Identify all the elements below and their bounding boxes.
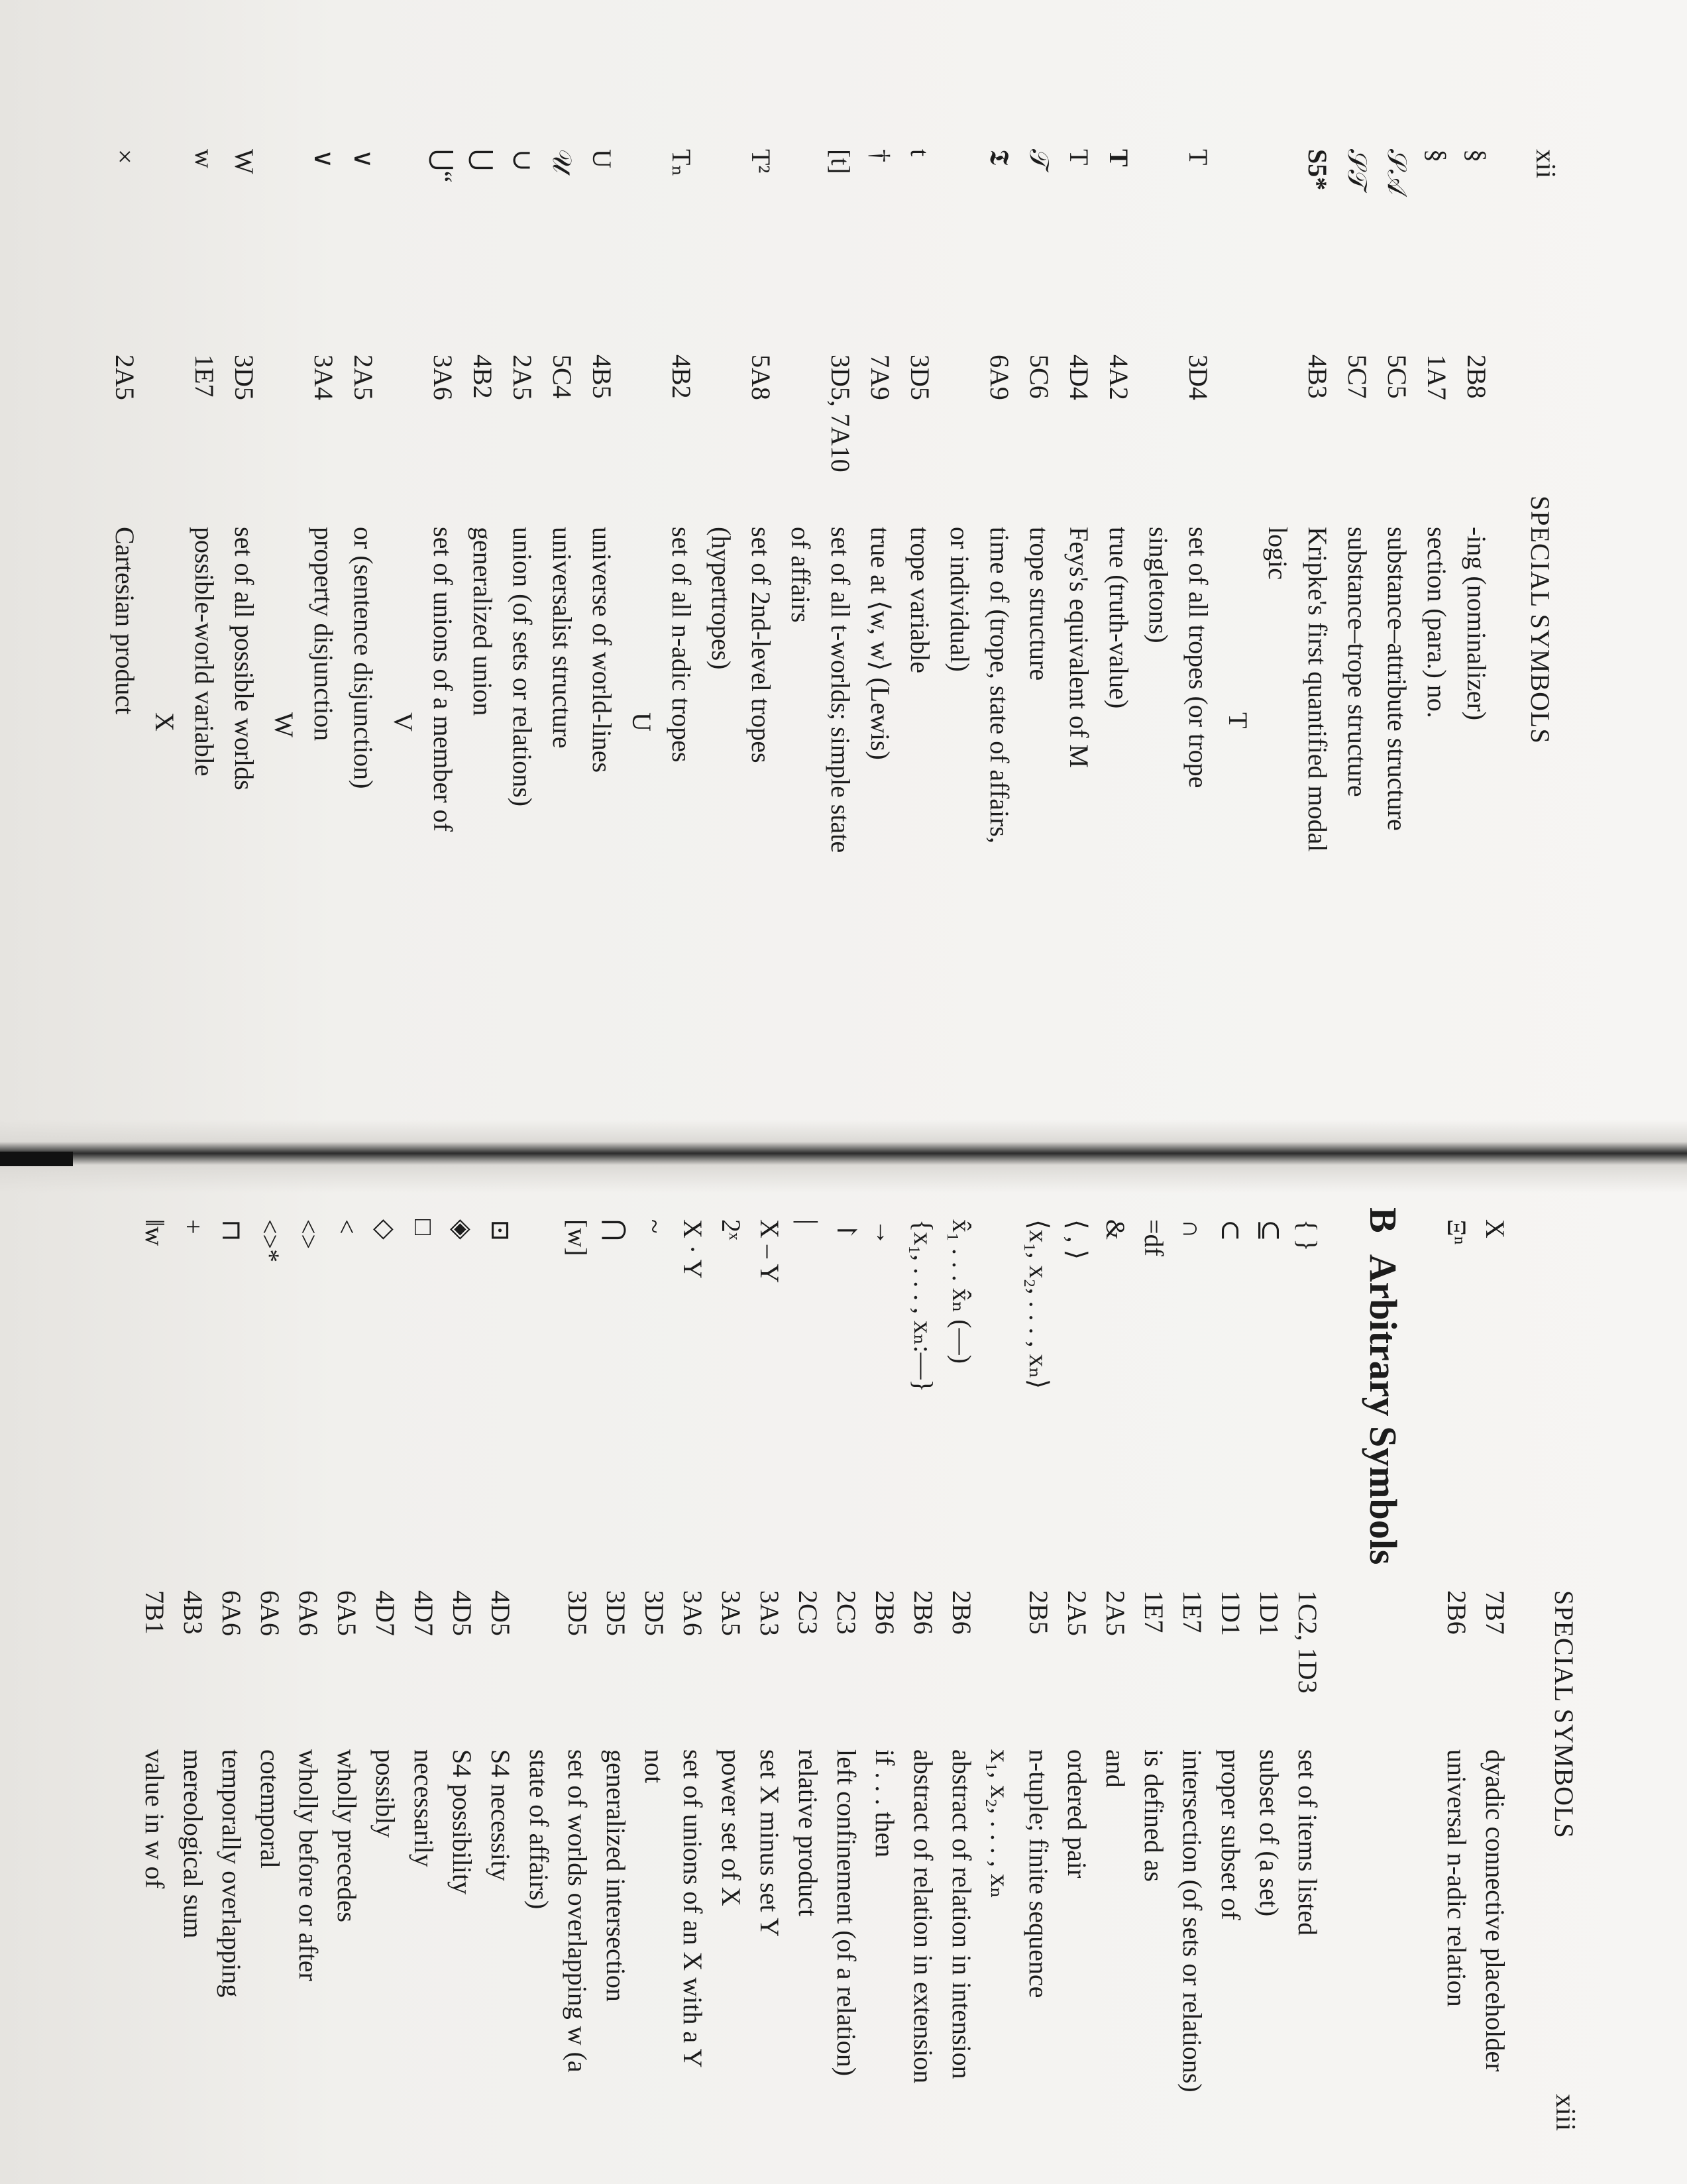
- entry-desc: intersection (of sets or relations): [1177, 1749, 1207, 2093]
- symbol-entry: [981, 149, 1018, 1077]
- letter-group-heading: V: [388, 712, 418, 732]
- entry-symbol: +: [178, 1219, 208, 1234]
- letter-group-heading: X: [150, 712, 180, 732]
- entry-desc: mereological sum: [178, 1749, 208, 1939]
- symbol-entry: [225, 149, 262, 1077]
- entry-symbol: t: [905, 149, 935, 157]
- entry-desc: possible-world variable: [190, 527, 219, 777]
- symbol-entry: [597, 1219, 634, 2180]
- entry-desc: time of (trope, state of affairs,: [985, 527, 1014, 844]
- symbol-entry: [782, 149, 819, 1077]
- entry-ref: 2C3: [793, 1590, 823, 1635]
- entry-symbol: <>*: [255, 1219, 285, 1263]
- entry-ref: 3D5: [601, 1590, 631, 1636]
- entry-symbol: [t]: [826, 149, 855, 174]
- entry-symbol: T: [1183, 149, 1213, 166]
- entry-ref: 7B1: [140, 1590, 170, 1635]
- entry-symbol: ⊓: [217, 1219, 246, 1242]
- entry-symbol: <: [332, 1219, 362, 1234]
- running-head: SPECIAL SYMBOLS: [1549, 1590, 1579, 1839]
- entry-ref: 2B6: [947, 1590, 977, 1635]
- entry-desc: wholly before or after: [294, 1749, 323, 1981]
- entry-symbol: ⋃: [468, 149, 498, 171]
- entry-symbol: { }: [1293, 1219, 1323, 1252]
- symbol-entry: [543, 149, 580, 1077]
- running-head: SPECIAL SYMBOLS: [1525, 496, 1555, 744]
- symbol-entry: [1476, 1219, 1513, 2180]
- entry-symbol: 𝒮𝒜: [1382, 149, 1412, 195]
- entry-desc: generalized intersection: [601, 1749, 631, 2002]
- entry-desc: state of affairs): [524, 1749, 554, 1910]
- entry-desc: S4 possibility: [447, 1749, 477, 1894]
- entry-ref: 4D5: [447, 1590, 477, 1636]
- entry-symbol: [w]: [563, 1219, 592, 1256]
- entry-symbol: 𝒮𝒯: [1342, 149, 1372, 190]
- entry-desc: or (sentence disjunction): [349, 527, 378, 789]
- entry-ref: 3A6: [678, 1590, 708, 1636]
- entry-symbol: §: [1462, 149, 1492, 162]
- entry-desc: proper subset of: [1216, 1749, 1246, 1920]
- entry-desc: dyadic connective placeholder: [1480, 1749, 1510, 2072]
- symbol-entry: [290, 1219, 327, 2180]
- symbol-entry: [1060, 149, 1097, 1077]
- entry-ref: 3D5, 7A10: [826, 355, 855, 472]
- entry-desc: set of items listed: [1293, 1749, 1323, 1936]
- entry-ref: 2B6: [1442, 1590, 1472, 1635]
- symbol-entry: [305, 149, 342, 1077]
- entry-desc: set of all tropes (or trope: [1183, 527, 1213, 789]
- entry-symbol: ⊡: [486, 1219, 516, 1242]
- entry-desc: set of 2nd-level tropes: [746, 527, 776, 763]
- entry-desc: and: [1101, 1749, 1130, 1788]
- symbol-entry: [828, 1219, 865, 2180]
- entry-desc: set of worlds overlapping w (a: [563, 1749, 592, 2073]
- entry-desc: union (of sets or relations): [508, 527, 537, 807]
- entry-symbol: §: [1422, 149, 1452, 162]
- entry-symbol: X – Y: [755, 1219, 785, 1283]
- symbol-entry: [424, 149, 461, 1077]
- symbol-entry: [861, 149, 898, 1077]
- entry-ref: 3A6: [428, 355, 458, 400]
- symbol-entry: [174, 1219, 211, 2180]
- entry-symbol: X · Y: [678, 1219, 708, 1279]
- entry-symbol: 2ˣ: [716, 1219, 746, 1240]
- symbol-entry: [663, 149, 700, 1077]
- entry-desc: wholly precedes: [332, 1749, 362, 1923]
- entry-symbol: ⟨ , ⟩: [1062, 1219, 1092, 1260]
- entry-desc: ordered pair: [1062, 1749, 1092, 1879]
- entry-symbol: ⊆: [1254, 1219, 1284, 1242]
- entry-symbol: □: [409, 1219, 439, 1236]
- symbol-entry: [1438, 1219, 1475, 2180]
- entry-ref: 4B2: [667, 355, 696, 399]
- entry-desc: Feys's equivalent of M: [1064, 527, 1094, 768]
- symbol-entry: [345, 149, 382, 1077]
- entry-desc: value in w of: [140, 1749, 170, 1888]
- entry-desc: power set of X: [716, 1749, 746, 1906]
- entry-ref: 6A5: [332, 1590, 362, 1636]
- entry-symbol: Ξⁿ: [1442, 1219, 1472, 1245]
- entry-desc: S4 necessity: [486, 1749, 516, 1881]
- symbol-entry: [901, 149, 938, 1077]
- symbol-entry: [1289, 1219, 1326, 2180]
- symbol-entry: [822, 149, 859, 1077]
- entry-desc: set of unions of an X with a Y: [678, 1749, 708, 2068]
- entry-ref: 6A6: [217, 1590, 246, 1636]
- entry-symbol: 𝒰: [547, 149, 577, 173]
- entry-ref: 4B3: [178, 1590, 208, 1635]
- symbol-entry: [1140, 149, 1177, 1077]
- entry-ref: 4A2: [1104, 355, 1134, 400]
- entry-symbol: |: [793, 1219, 823, 1225]
- entry-ref: 1E7: [190, 355, 219, 398]
- symbol-entry: [981, 1219, 1018, 2180]
- entry-desc: relative product: [793, 1749, 823, 1917]
- symbol-entry: [1097, 1219, 1134, 2180]
- entry-ref: 5C6: [1024, 355, 1054, 399]
- section-letter: B: [1362, 1207, 1405, 1233]
- entry-ref: 4D7: [409, 1590, 439, 1636]
- symbol-entry: [1338, 149, 1376, 1077]
- entry-ref: 1D1: [1216, 1590, 1246, 1636]
- entry-ref: 2A5: [110, 355, 140, 400]
- entry-desc: left confinement (of a relation): [832, 1749, 861, 2077]
- entry-ref: 4D7: [370, 1590, 400, 1636]
- symbol-entry: [482, 1219, 519, 2180]
- symbol-entry: [106, 149, 143, 1077]
- symbol-entry: [136, 1219, 173, 2180]
- entry-ref: 6A6: [255, 1590, 285, 1636]
- entry-symbol: ⋂: [601, 1219, 631, 1241]
- entry-symbol: ⋃“: [428, 149, 458, 183]
- entry-ref: 7A9: [865, 355, 895, 400]
- section-heading: [1361, 1207, 1405, 1565]
- entry-desc: set of all t-worlds; simple state: [826, 527, 855, 853]
- entry-ref: 5C7: [1342, 355, 1372, 399]
- entry-ref: 3D4: [1183, 355, 1213, 400]
- entry-desc: subset of (a set): [1254, 1749, 1284, 1917]
- entry-desc: or individual): [945, 527, 975, 672]
- entry-symbol: w: [190, 149, 219, 168]
- entry-ref: 3D5: [905, 355, 935, 400]
- page-number: xiii: [1550, 2094, 1580, 2132]
- symbol-entry: [702, 149, 739, 1077]
- letter-group-heading: W: [269, 712, 299, 737]
- entry-symbol: ↾: [832, 1219, 861, 1242]
- symbol-entry: [941, 149, 978, 1077]
- entry-symbol: &: [1101, 1219, 1130, 1240]
- entry-desc: -ing (nominalizer): [1462, 527, 1492, 721]
- symbol-entry: [1418, 149, 1455, 1077]
- entry-symbol: T²: [746, 149, 776, 174]
- symbol-entry: [1058, 1219, 1095, 2180]
- entry-ref: 1A7: [1422, 355, 1452, 400]
- entry-desc: Cartesian product: [110, 527, 140, 715]
- entry-desc: singletons): [1144, 527, 1173, 643]
- entry-ref: 1E7: [1139, 1590, 1169, 1633]
- symbol-entry: [1135, 1219, 1172, 2180]
- entry-ref: 4B5: [587, 355, 617, 399]
- entry-desc: set of unions of a member of: [428, 527, 458, 832]
- entry-symbol: →: [870, 1219, 900, 1246]
- entry-desc: trope structure: [1024, 527, 1054, 681]
- symbol-entry: [742, 149, 779, 1077]
- entry-ref: 1D1: [1254, 1590, 1284, 1636]
- symbol-entry: [712, 1219, 749, 2180]
- symbol-entry: [251, 1219, 288, 2180]
- entry-ref: 2B5: [1024, 1590, 1054, 1635]
- entry-symbol: =df: [1139, 1219, 1169, 1256]
- symbol-entry: [674, 1219, 711, 2180]
- entry-desc: substance–attribute structure: [1382, 527, 1412, 831]
- entry-symbol: Tₙ: [667, 149, 696, 177]
- entry-ref: 3A5: [716, 1590, 746, 1636]
- symbol-entry: [328, 1219, 365, 2180]
- entry-ref: 3D5: [563, 1590, 592, 1636]
- entry-desc: abstract of relation in intension: [947, 1749, 977, 2079]
- entry-desc: trope variable: [905, 527, 935, 673]
- entry-desc: abstract of relation in extension: [908, 1749, 938, 2084]
- entry-symbol: ∨: [349, 149, 378, 169]
- symbol-entry: [943, 1219, 980, 2180]
- entry-ref: 2A5: [1101, 1590, 1130, 1636]
- entry-desc: if . . . then: [870, 1749, 900, 1858]
- entry-symbol: W: [229, 149, 259, 174]
- symbol-entry: [186, 149, 223, 1077]
- entry-ref: 5C5: [1382, 355, 1412, 399]
- entry-symbol: ◈: [447, 1219, 477, 1240]
- section-title: Arbitrary Symbols: [1362, 1254, 1405, 1565]
- symbol-entry: [1100, 149, 1137, 1077]
- entry-symbol: †: [865, 149, 895, 162]
- letter-group-heading: T: [1223, 712, 1253, 729]
- entry-ref: 2C3: [832, 1590, 861, 1635]
- symbol-entry: [904, 1219, 942, 2180]
- entry-desc: true at ⟨w, w⟩ (Lewis): [865, 527, 895, 760]
- symbol-entry: [1020, 1219, 1057, 2180]
- symbol-entry: [213, 1219, 250, 2180]
- entry-desc: universal n-adic relation: [1442, 1749, 1472, 2007]
- entry-symbol: ∩: [1177, 1219, 1207, 1238]
- symbol-entry: [504, 149, 541, 1077]
- entry-desc: necessarily: [409, 1749, 439, 1867]
- entry-desc: temporally overlapping: [217, 1749, 246, 1998]
- entry-ref: 7B7: [1480, 1590, 1510, 1635]
- entry-symbol: S5*: [1303, 149, 1333, 191]
- symbol-entry: [520, 1219, 557, 2180]
- symbol-entry: [405, 1219, 442, 2180]
- entry-ref: 2B6: [908, 1590, 938, 1635]
- entry-ref: 4D4: [1064, 355, 1094, 400]
- entry-symbol: ⟨x₁, x₂, . . . , xₙ⟩: [1024, 1219, 1054, 1390]
- entry-desc: property disjunction: [309, 527, 339, 741]
- entry-desc: universe of world-lines: [587, 527, 617, 773]
- entry-ref: 3A3: [755, 1590, 785, 1636]
- symbol-entry: [866, 1219, 903, 2180]
- symbol-entry: [1179, 149, 1217, 1077]
- entry-ref: 2A5: [508, 355, 537, 400]
- symbol-entry: [1250, 1219, 1287, 2180]
- entry-ref: 5A8: [746, 355, 776, 400]
- entry-desc: set of all possible worlds: [229, 527, 259, 791]
- entry-ref: 3A4: [309, 355, 339, 400]
- entry-symbol: T: [1104, 149, 1134, 167]
- letter-group-heading: U: [627, 712, 657, 732]
- entry-ref: 2B6: [870, 1590, 900, 1635]
- symbol-entry: [1259, 149, 1296, 1077]
- entry-desc: substance–trope structure: [1342, 527, 1372, 797]
- symbol-entry: [1299, 149, 1336, 1077]
- symbol-entry: [366, 1219, 404, 2180]
- entry-ref: 3D5: [229, 355, 259, 400]
- entry-ref: 1E7: [1177, 1590, 1207, 1633]
- entry-ref: 6A9: [985, 355, 1014, 400]
- symbol-entry: [464, 149, 501, 1077]
- page-number: xii: [1530, 149, 1560, 179]
- entry-desc: section (para.) no.: [1422, 527, 1452, 718]
- symbol-entry: [751, 1219, 788, 2180]
- entry-ref: 4B3: [1303, 355, 1333, 399]
- entry-desc: true (truth-value): [1104, 527, 1134, 709]
- entry-desc: universalist structure: [547, 527, 577, 749]
- entry-symbol: ⊂: [1216, 1219, 1246, 1242]
- entry-ref: 6A6: [294, 1590, 323, 1636]
- symbol-entry: [635, 1219, 673, 2180]
- entry-symbol: T: [1064, 149, 1094, 166]
- entry-desc: not: [639, 1749, 669, 1784]
- symbol-entry: [789, 1219, 826, 2180]
- symbol-entry: [1173, 1219, 1211, 2180]
- entry-ref: 1C2, 1D3: [1293, 1590, 1323, 1694]
- entry-desc: x₁, x₂, . . . , xₙ: [985, 1749, 1015, 1899]
- symbol-entry: [559, 1219, 596, 2180]
- entry-ref: 3D5: [639, 1590, 669, 1636]
- entry-desc: cotemporal: [255, 1749, 285, 1869]
- entry-desc: set of all n-adic tropes: [667, 527, 696, 763]
- entry-desc: logic: [1263, 527, 1293, 580]
- entry-desc: set X minus set Y: [755, 1749, 785, 1937]
- entry-symbol: {x₁, . . . , xₙ:—}: [908, 1219, 938, 1392]
- symbol-entry: [443, 1219, 480, 2180]
- entry-symbol: ‖w: [140, 1219, 170, 1246]
- symbol-entry: [583, 149, 620, 1077]
- entry-symbol: ~: [639, 1219, 669, 1234]
- entry-symbol: X: [1480, 1219, 1510, 1238]
- entry-desc: generalized union: [468, 527, 498, 716]
- entry-desc: is defined as: [1139, 1749, 1169, 1882]
- entry-desc: (hypertropes): [706, 527, 736, 670]
- symbol-entry: [1020, 149, 1058, 1077]
- entry-desc: n-tuple; finite sequence: [1024, 1749, 1054, 1998]
- symbol-entry: [1212, 1219, 1249, 2180]
- entry-desc: possibly: [370, 1749, 400, 1838]
- entry-symbol: <>: [294, 1219, 323, 1250]
- entry-symbol: 𝒯: [1024, 149, 1054, 170]
- entry-symbol: x̂₁ . . . x̂ₙ (—): [947, 1219, 977, 1364]
- symbol-entry: [1458, 149, 1495, 1077]
- entry-symbol: ◇: [370, 1219, 400, 1240]
- entry-symbol: ∨: [309, 149, 339, 169]
- entry-symbol: 𝕿: [985, 149, 1014, 166]
- entry-ref: 2A5: [1062, 1590, 1092, 1636]
- symbol-entry: [1378, 149, 1415, 1077]
- entry-symbol: U: [587, 149, 617, 168]
- entry-ref: 2B8: [1462, 355, 1492, 399]
- entry-ref: 2A5: [349, 355, 378, 400]
- entry-ref: 5C4: [547, 355, 577, 399]
- entry-desc: Kripke's first quantified modal: [1303, 527, 1333, 852]
- entry-desc: of affairs: [786, 527, 816, 623]
- entry-ref: 4D5: [486, 1590, 516, 1636]
- entry-symbol: ×: [110, 149, 140, 164]
- right-page: [0, 1140, 1687, 2184]
- entry-ref: 4B2: [468, 355, 498, 399]
- entry-symbol: ∪: [508, 149, 537, 172]
